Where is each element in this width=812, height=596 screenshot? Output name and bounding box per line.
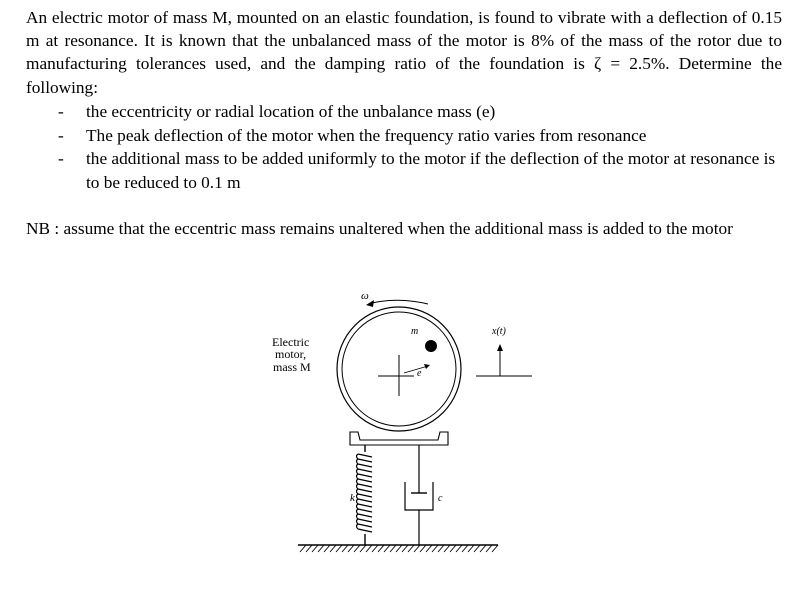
unbalance-mass bbox=[425, 340, 437, 352]
ground-hatch bbox=[300, 545, 498, 552]
m-label: m bbox=[411, 326, 419, 337]
k-label: k bbox=[350, 492, 355, 504]
task-dash: - bbox=[58, 102, 64, 121]
c-label: c bbox=[438, 493, 443, 504]
omega-label: ω bbox=[361, 290, 369, 302]
spring-coils bbox=[357, 454, 359, 529]
task-item bbox=[26, 147, 786, 194]
task-text: the eccentricity or radial location of the unbalance mass (e) bbox=[86, 102, 496, 121]
spring bbox=[358, 445, 372, 545]
task-dash: - bbox=[58, 125, 64, 145]
motor-frame bbox=[350, 432, 448, 445]
motor-label-line3: mass M bbox=[273, 360, 311, 374]
task-item bbox=[26, 100, 786, 124]
task-list bbox=[26, 100, 786, 194]
e-label: e bbox=[417, 368, 422, 379]
x-label: x(t) bbox=[492, 326, 506, 337]
motor-diagram bbox=[250, 275, 550, 575]
motor-label-line2: motor, bbox=[275, 347, 307, 361]
problem-intro: An electric motor of mass M, mounted on an elastic foundation, is found to vibrate with a deflection of 0.15 m at resonance. It is known that the unbalanced mass of the motor is 8% of the mass of the rotor due to manufacturing tolerances used, and the damping ratio of the foundation is ζ = 2.5%. Determine the following: bbox=[26, 8, 782, 97]
task-dash: - bbox=[58, 149, 64, 169]
displacement-arrowhead bbox=[497, 344, 503, 351]
rotation-arrow bbox=[372, 300, 428, 304]
task-text: the additional mass to be added uniformly to the motor if the deflection of the motor at resonance is to be reduced to 0.1 m bbox=[86, 149, 776, 192]
note: NB : assume that the eccentric mass remains unaltered when the additional mass is added to the motor bbox=[26, 219, 733, 238]
motor-label-line1: Electric bbox=[272, 335, 310, 349]
task-item bbox=[26, 124, 786, 148]
task-text: The peak deflection of the motor when the frequency ratio varies from resonance bbox=[86, 125, 647, 145]
